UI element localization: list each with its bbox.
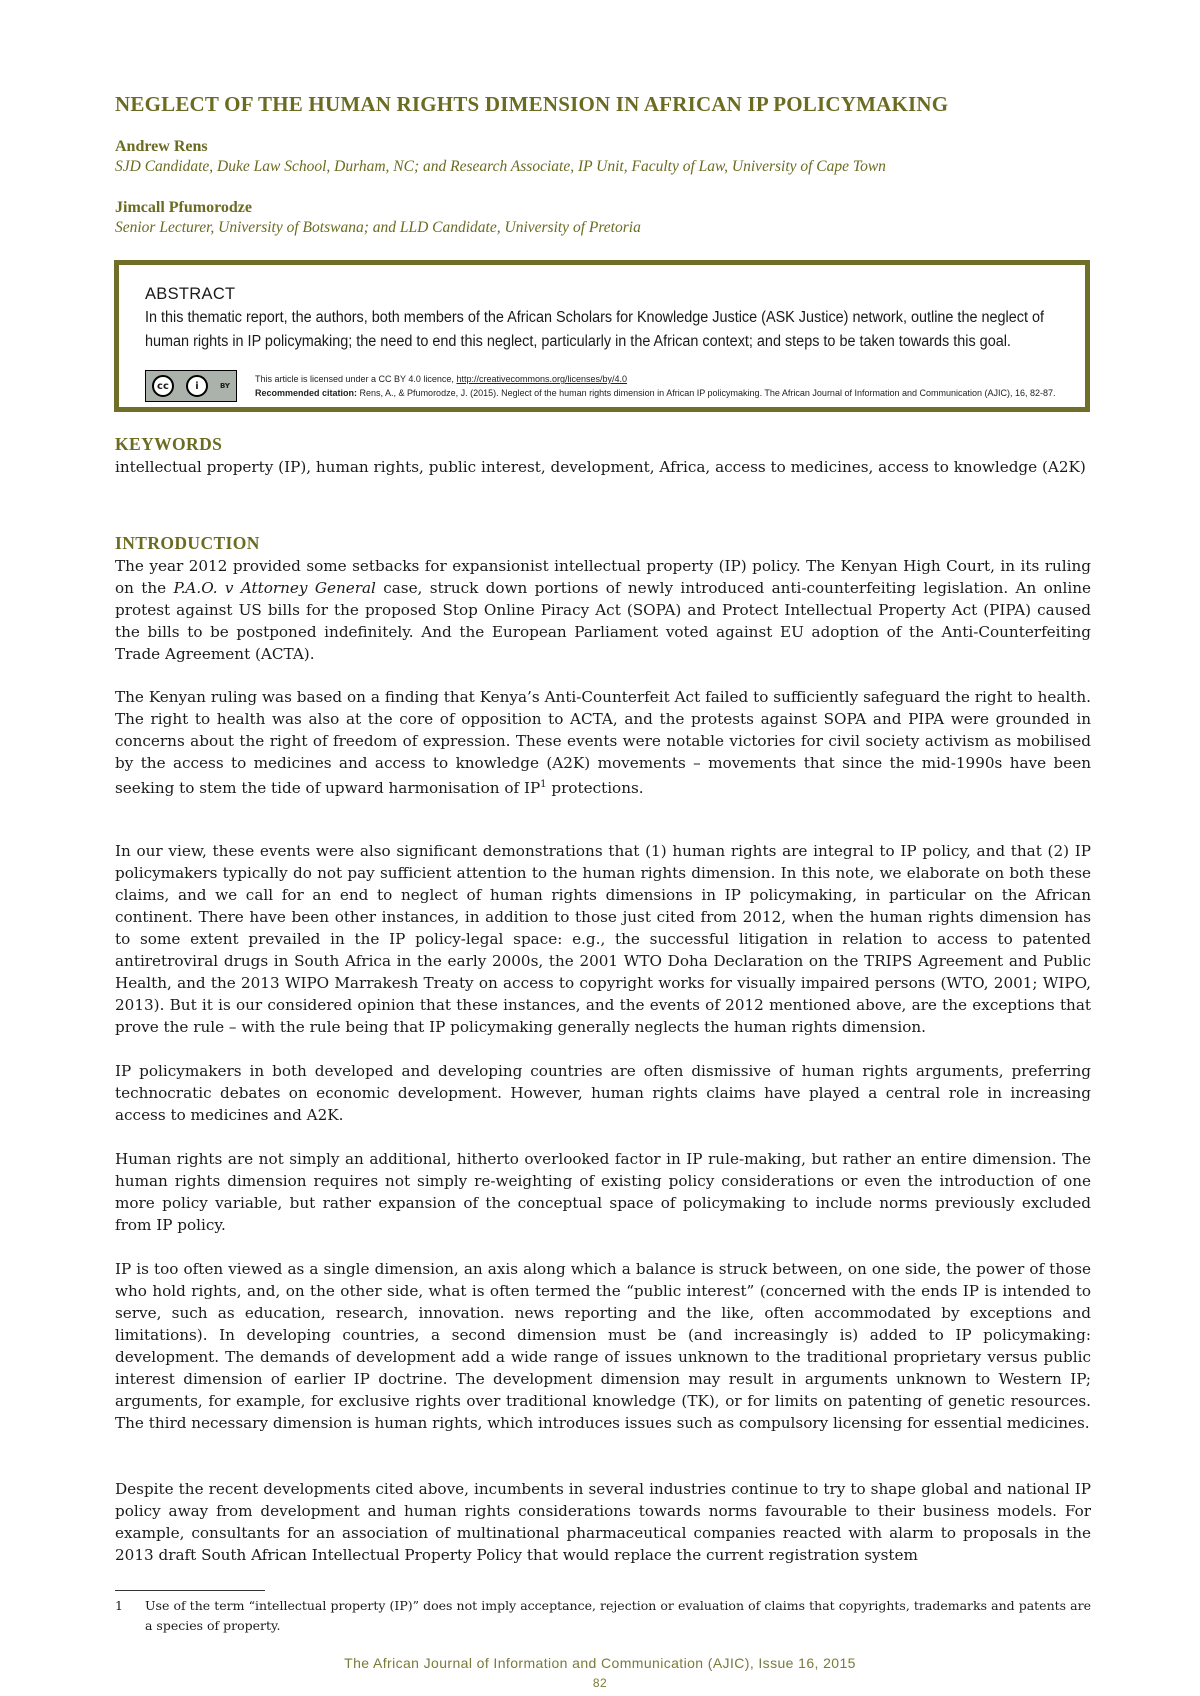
license-text — [255, 372, 1056, 400]
case-name: P.A.O. v Attorney General — [173, 579, 376, 597]
intro-paragraph: IP is too often viewed as a single dimension, an axis along which a balance is struck between, on one side, the power of those who hold rights, and, on the other side, what is often termed the “public interest” (concerned with the ends IP is intended to serve, such as education, research, innovation. news reporting and the like, often accommodated by exceptions and limitations). In developing countries, a second dimension must be (and increasingly is) added to IP policymaking: development. The demands of development add a wide range of issues unknown to the traditional proprietary versus public interest dimension of earlier IP doctrine. The development dimension may result in arguments unknown to Western IP; arguments, for example, for exclusive rights over traditional knowledge (TK), or for limits on patenting of genetic resources. The third necessary dimension is human rights, which introduces issues such as compulsory licensing for essential medicines. — [115, 1260, 1091, 1432]
footnote-ref[interactable]: 1 — [540, 779, 547, 790]
cc-icon: cc — [152, 375, 174, 397]
citation-label: Recommended citation: — [255, 388, 358, 398]
footnote-divider — [115, 1590, 265, 1591]
text-span: The Kenyan ruling was based on a finding that Kenya’s Anti-Counterfeit Act failed to sufficiently safeguard the right to health. The right to health was also at the core of opposition to ACTA, and the protests against SOPA and PIPA were grounded in concerns about the right of freedom of expression. These events were notable victories for civil society activism as mobilised by the access to medicines and access to knowledge (A2K) movements – movements that since the mid-1990s have been seeking to stem the tide of upward harmonisation of IP — [115, 688, 1091, 798]
intro-paragraph: IP policymakers in both developed and developing countries are often dismissive of human rights arguments, preferring technocratic debates on economic development. However, human rights claims have played a central role in increasing access to medicines and A2K. — [115, 1062, 1091, 1124]
abstract-box — [114, 260, 1090, 412]
intro-paragraph: Human rights are not simply an additional, hitherto overlooked factor in IP rule-making, but rather an entire dimension. The human rights dimension requires not simply re-weighting of existing policy considerations or even the introduction of one more policy variable, but rather expansion of the conceptual space of policymaking to include norms previously excluded from IP policy. — [115, 1150, 1091, 1234]
text-span: The year 2012 provided some setbacks for expansionist intellectual property (IP) policy. The Kenyan High Court, in its ruling on the — [115, 557, 1091, 597]
text-span: protections. — [546, 779, 644, 798]
author-affiliation: SJD Candidate, Duke Law School, Durham, NC; and Research Associate, IP Unit, Faculty of Law, University of Cape Town — [115, 158, 886, 175]
abstract-text: In this thematic report, the authors, both members of the African Scholars for Knowledge Justice (ASK Justice) network, outline the neglect of human rights in IP policymaking; the need to end this neglect, particularly in the African context; and steps to be taken towards this goal. — [145, 309, 1044, 350]
author-name: Jimcall Pfumorodze — [115, 199, 253, 216]
author-affiliation: Senior Lecturer, University of Botswana; and LLD Candidate, University of Pretoria — [115, 219, 641, 236]
intro-paragraph: Despite the recent developments cited above, incumbents in several industries continue to try to shape global and national IP policy away from development and human rights considerations towards norms favourable to their business models. For example, consultants for an association of multinational pharmaceutical companies reacted with alarm to proposals in the 2013 draft South African Intellectual Property Policy that would replace the current registration system — [115, 1480, 1091, 1564]
author-name: Andrew Rens — [115, 138, 208, 155]
footnote-number: 1 — [115, 1598, 123, 1613]
footnote — [115, 1596, 1091, 1636]
citation-text: Rens, A., & Pfumorodze, J. (2015). Neglect of the human rights dimension in African IP policymaking. The African Journal of Information and Communication (AJIC), 16, 82-87. — [359, 388, 1056, 398]
by-label: BY — [219, 382, 230, 390]
page-number: 82 — [592, 1676, 608, 1690]
intro-paragraph — [115, 555, 1091, 665]
intro-paragraph: In our view, these events were also significant demonstrations that (1) human rights are integral to IP policy, and that (2) IP policymakers typically do not pay sufficient attention to the human rights dimension. In this note, we elaborate on both these claims, and we call for an end to neglect of human rights dimensions in IP policymaking, in particular on the African continent. There have been other instances, in addition to those just cited from 2012, when the human rights dimension has to some extent prevailed in the IP policy-legal space: e.g., the successful litigation in relation to access to patented antiretroviral drugs in South Africa in the early 2000s, the 2001 WTO Doha Declaration on the TRIPS Agreement and Public Health, and the 2013 WIPO Marrakesh Treaty on access to copyright works for visually impaired persons (WTO, 2001; WIPO, 2013). But it is our considered opinion that these instances, and the events of 2012 mentioned above, are the exceptions that prove the rule – with the rule being that IP policymaking generally neglects the human rights dimension. — [115, 842, 1091, 1036]
intro-paragraph — [115, 686, 1091, 799]
cc-by-license-badge[interactable] — [145, 370, 237, 402]
author-block — [115, 199, 1095, 237]
abstract-label: ABSTRACT — [145, 285, 236, 303]
introduction-heading: INTRODUCTION — [115, 533, 260, 553]
license-prefix: This article is licensed under a CC BY 4.0 licence, — [255, 374, 457, 384]
keywords-text: intellectual property (IP), human rights, public interest, development, Africa, access to medicines, access to knowledge (A2K) — [115, 458, 1086, 476]
paper-title: NEGLECT OF THE HUMAN RIGHTS DIMENSION IN AFRICAN IP POLICYMAKING — [115, 92, 949, 116]
text-span: case, struck down portions of newly introduced anti-counterfeiting legislation. An online protest against US bills for the proposed Stop Online Piracy Act (SOPA) and Protect Intellectual Property Act (PIPA) caused the bills to be postponed indefinitely. And the European Parliament voted against EU adoption of the Anti-Counterfeiting Trade Agreement (ACTA). — [115, 579, 1092, 663]
attribution-icon: i — [186, 375, 208, 397]
license-row — [145, 370, 1056, 402]
author-block — [115, 138, 1095, 176]
license-link[interactable]: http://creativecommons.org/licenses/by/4.0 — [456, 374, 628, 384]
keywords-heading: KEYWORDS — [115, 434, 223, 454]
journal-footer: The African Journal of Information and Communication (AJIC), Issue 16, 2015 — [344, 1655, 856, 1671]
footnote-text: Use of the term “intellectual property (IP)” does not imply acceptance, rejection or evaluation of claims that copyrights, trademarks and patents are a species of property. — [145, 1598, 1091, 1633]
